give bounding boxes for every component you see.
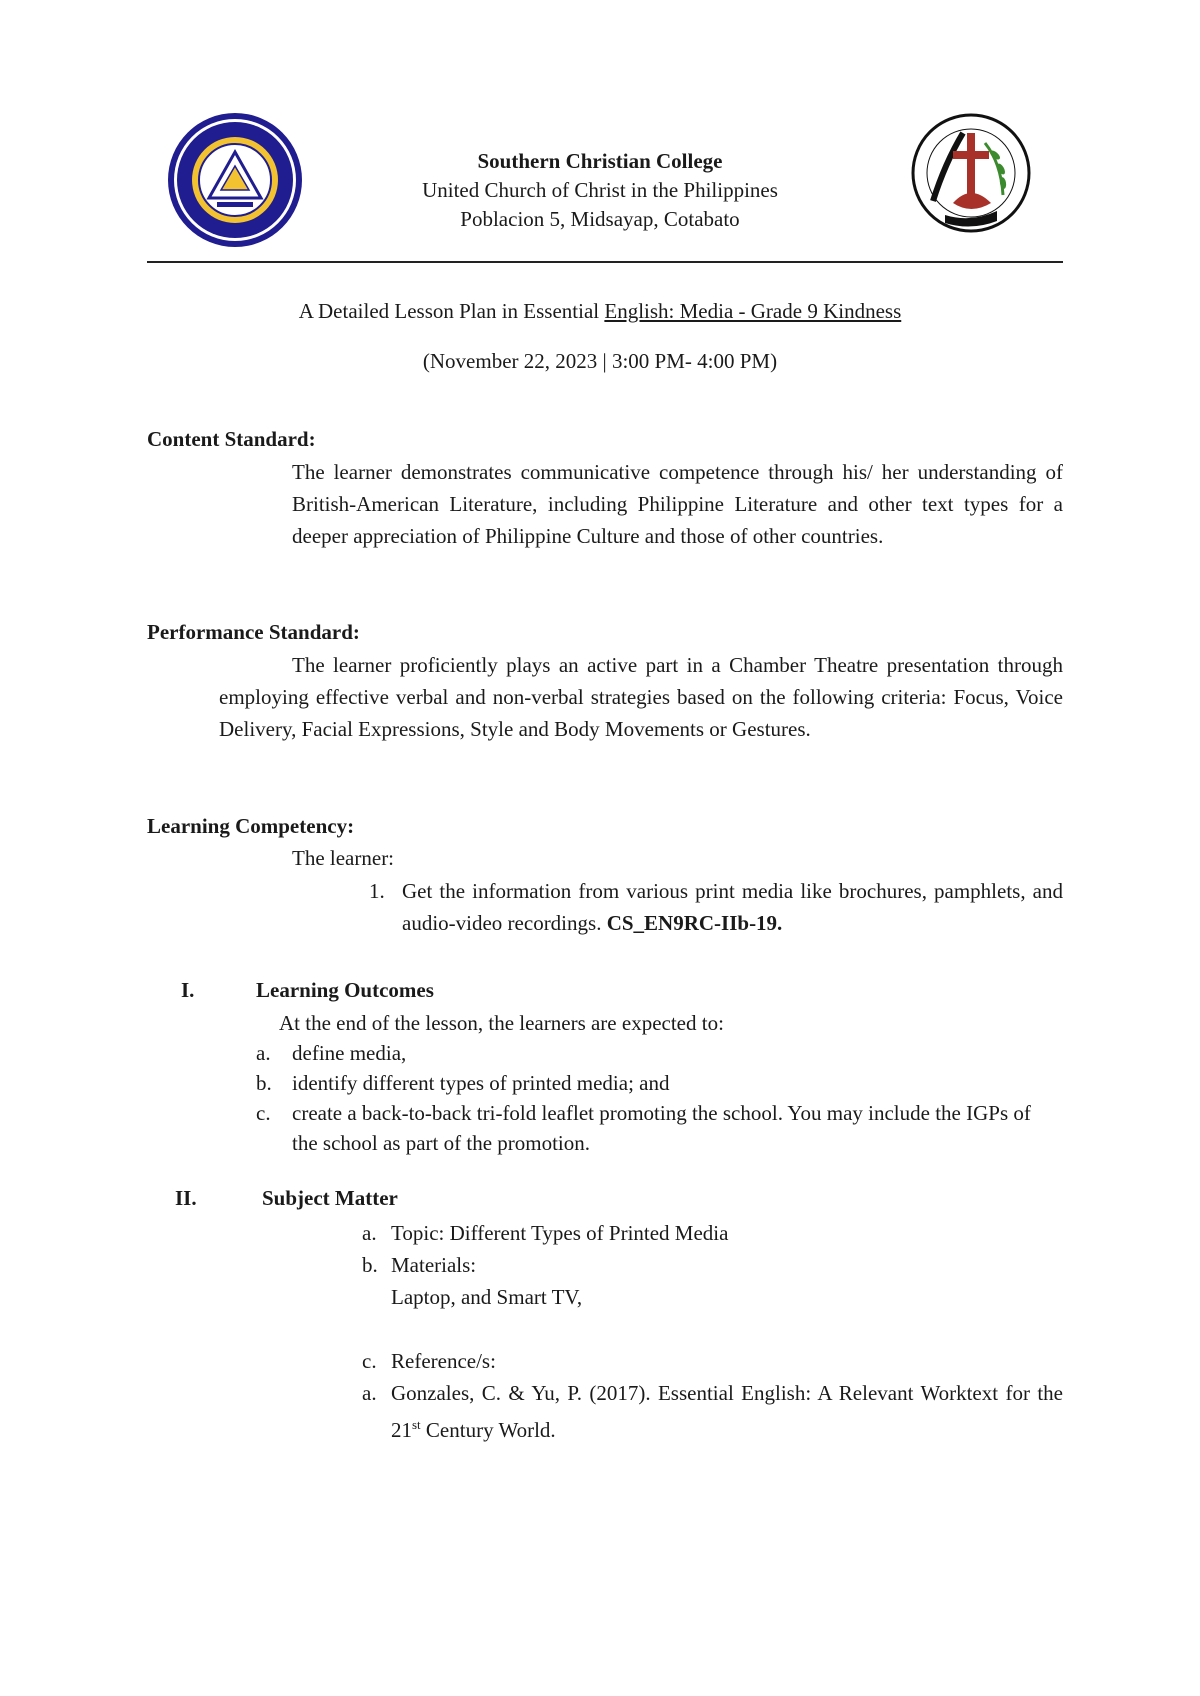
outcome-letter-a: a.: [256, 1041, 271, 1065]
learning-competency-heading: Learning Competency:: [147, 814, 355, 838]
competency-item: [402, 875, 1063, 939]
title-prefix: A Detailed Lesson Plan in Essential: [298, 299, 605, 323]
reference-text-end: Century World.: [420, 1418, 556, 1442]
competency-item-number: 1.: [369, 879, 385, 903]
outcome-letter-c: c.: [256, 1101, 271, 1125]
materials-letter: b.: [362, 1253, 378, 1277]
lesson-plan-title: [0, 296, 1200, 326]
outcome-item: identify different types of printed media; and: [292, 1071, 670, 1095]
competency-item-text: Get the information from various print media like brochures, pamphlets, and audio-video recordings.: [402, 879, 1063, 935]
learning-competency-intro: The learner:: [292, 846, 395, 870]
college-address: Poblacion 5, Midsayap, Cotabato: [460, 207, 740, 231]
outcome-item: define media,: [292, 1041, 407, 1065]
performance-standard-text: The learner proficiently plays an active part in a Chamber Theatre presentation through employing effective verbal and non-verbal strategies based on the following criteria: Focus, Voice Delivery, Facial Expressions, Style and Body Movements or Gestures.: [219, 653, 1063, 741]
reference-label: Reference/s:: [391, 1349, 496, 1373]
learning-outcomes-heading: Learning Outcomes: [256, 978, 434, 1002]
lesson-schedule: (November 22, 2023 | 3:00 PM- 4:00 PM): [422, 349, 778, 373]
reference-item-letter: a.: [362, 1381, 377, 1405]
competency-code: CS_EN9RC-IIb-19.: [606, 911, 783, 935]
section-numeral-ii: II.: [175, 1186, 197, 1210]
materials-value: Laptop, and Smart TV,: [391, 1285, 583, 1309]
topic-text: Topic: Different Types of Printed Media: [391, 1221, 729, 1245]
outcome-letter-b: b.: [256, 1071, 272, 1095]
content-standard-heading: Content Standard:: [147, 427, 316, 451]
subject-matter-heading: Subject Matter: [262, 1186, 398, 1210]
reference-letter: c.: [362, 1349, 377, 1373]
outcome-item: create a back-to-back tri-fold leaflet promoting the school. You may include the IGPs of the school as part of the promotion.: [292, 1101, 1031, 1155]
title-subject: English: Media - Grade 9 Kindness: [604, 299, 902, 323]
performance-standard-heading: Performance Standard:: [147, 620, 360, 644]
reference-item: [391, 1377, 1063, 1446]
reference-text: Gonzales, C. & Yu, P. (2017). Essential English: A Relevant Worktext for the 21: [391, 1381, 1063, 1442]
header-divider: [147, 261, 1063, 263]
reference-superscript: st: [412, 1417, 421, 1432]
learning-outcomes-intro: At the end of the lesson, the learners are expected to:: [279, 1011, 724, 1035]
materials-label: Materials:: [391, 1253, 477, 1277]
topic-letter: a.: [362, 1221, 377, 1245]
church-name: United Church of Christ in the Philippines: [422, 178, 778, 202]
section-numeral-i: I.: [181, 978, 195, 1002]
college-name: Southern Christian College: [477, 149, 723, 173]
content-standard-text: The learner demonstrates communicative competence through his/ her understanding of British-American Literature, including Philippine Literature and other text types for a deeper appreciation of Philippine Culture and those of other countries.: [292, 460, 1063, 548]
